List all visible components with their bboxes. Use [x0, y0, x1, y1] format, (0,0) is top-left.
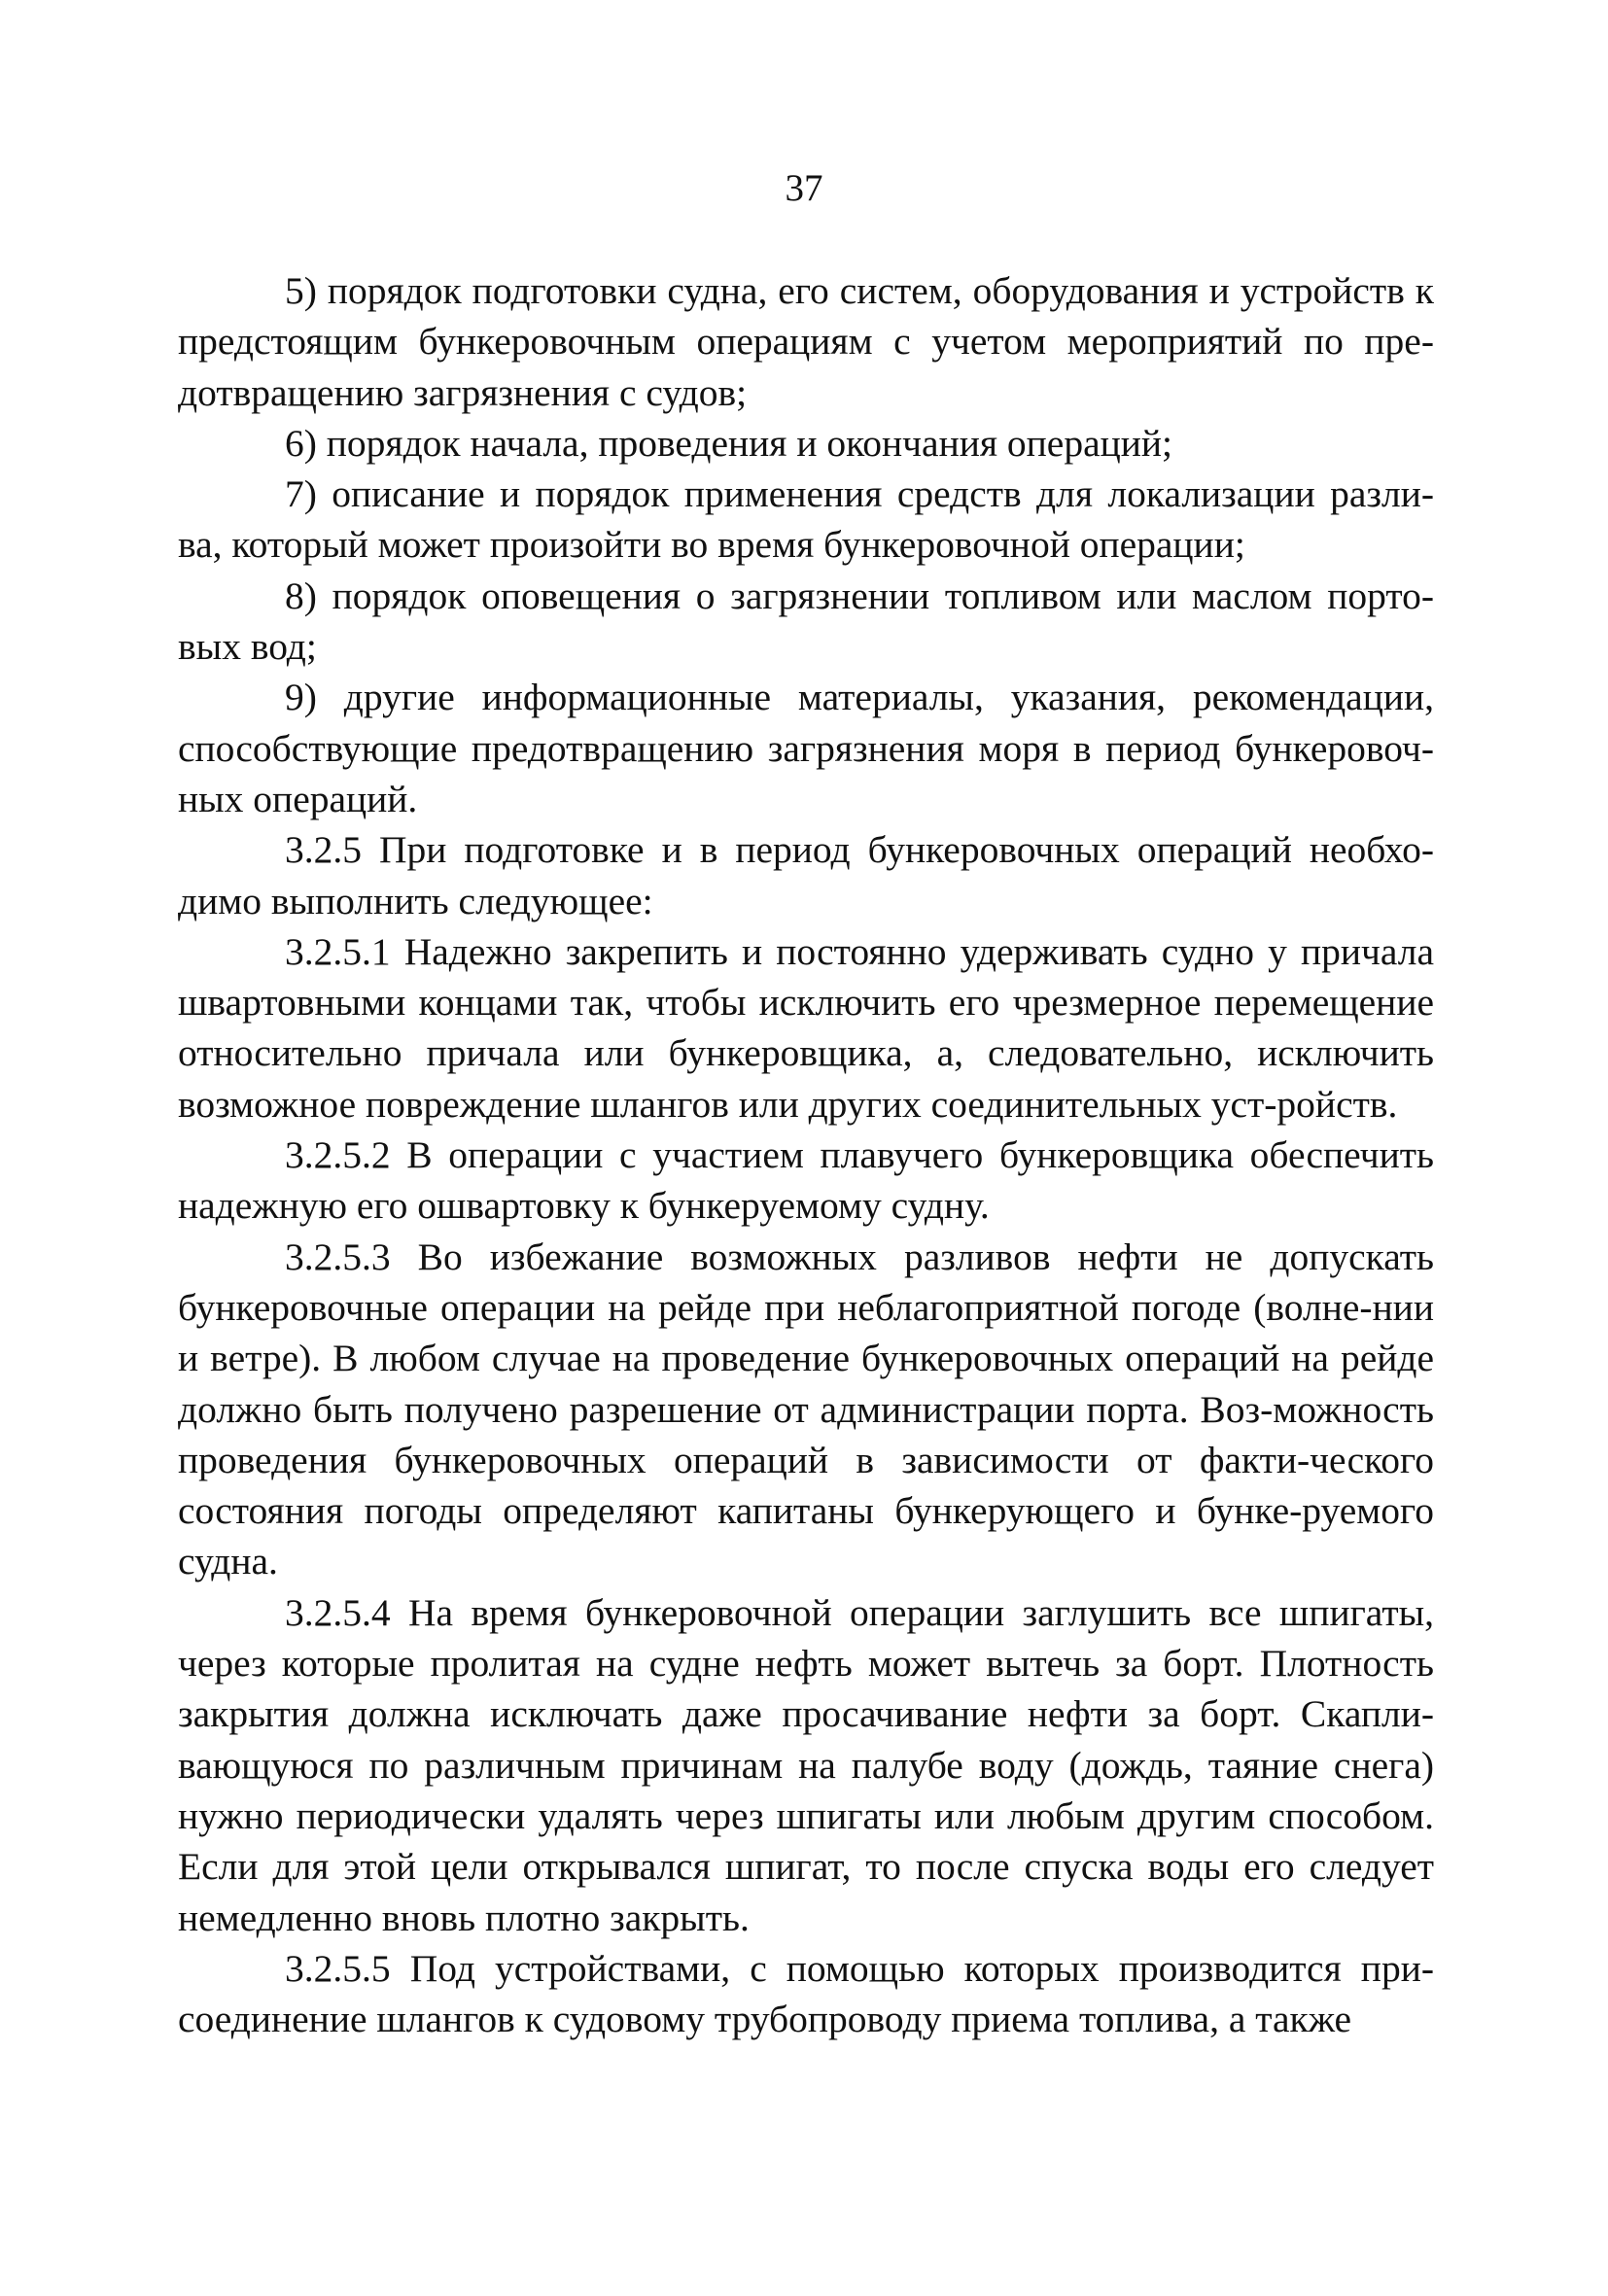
paragraph-3-2-5-5: 3.2.5.5 Под устройствами, с помощью которых производится при-соединение шлангов к судовому трубопроводу приема топлива, а также	[178, 1946, 1434, 2041]
paragraph-3-2-5: 3.2.5 При подготовке и в период бункеровочных операций необхо-димо выполнить следующее:	[178, 828, 1434, 922]
page-number: 37	[785, 167, 823, 209]
paragraph-3-2-5-3: 3.2.5.3 Во избежание возможных разливов нефти не допускать бункеровочные операции на рейде при неблагоприятной погоде (волне-нии и ветре). В любом случае на проведение бункеровочных операций на рейде должно быть получено разрешение от администрации порта. Воз-можность проведения бункеровочных операций в зависимости от факти-ческого состояния погоды определяют капитаны бункерующего и бунке-руемого судна.	[178, 1235, 1434, 1583]
paragraph-item-6: 6) порядок начала, проведения и окончания операций;	[285, 421, 1172, 465]
paragraph-3-2-5-2: 3.2.5.2 В операции с участием плавучего бункеровщика обеспечить надежную его ошвартовку к бункеруемому судну.	[178, 1133, 1434, 1228]
paragraph-3-2-5-4: 3.2.5.4 На время бункеровочной операции заглушить все шпигаты, через которые пролитая на судне нефть может вытечь за борт. Плотность закрытия должна исключать даже просачивание нефти за борт. Скапли-вающуюся по различным причинам на палубе воду (дождь, таяние снега) нужно периодически удалять через шпигаты или любым другим способом. Если для этой цели открывался шпигат, то после спуска воды его следует немедленно вновь плотно закрыть.	[178, 1590, 1434, 1939]
paragraph-item-5: 5) порядок подготовки судна, его систем, оборудования и устройств к предстоящим бункеровочным операциям с учетом мероприятий по пре-дотвращению загрязнения с судов;	[178, 269, 1434, 414]
paragraph-item-7: 7) описание и порядок применения средств для локализации разли-ва, который может произойти во время бункеровочной операции;	[178, 472, 1434, 567]
paragraph-item-9: 9) другие информационные материалы, указания, рекомендации, способствующие предотвращению загрязнения моря в период бункеровоч-ных операций.	[178, 676, 1434, 820]
document-body	[178, 265, 1434, 2044]
paragraph-3-2-5-1: 3.2.5.1 Надежно закрепить и постоянно удерживать судно у причала швартовными концами так, чтобы исключить его чрезмерное перемещение относительно причала или бункеровщика, а, следовательно, исключить возможное повреждение шлангов или других соединительных уст-ройств.	[178, 929, 1434, 1126]
paragraph-item-8: 8) порядок оповещения о загрязнении топливом или маслом порто-вых вод;	[178, 574, 1434, 669]
